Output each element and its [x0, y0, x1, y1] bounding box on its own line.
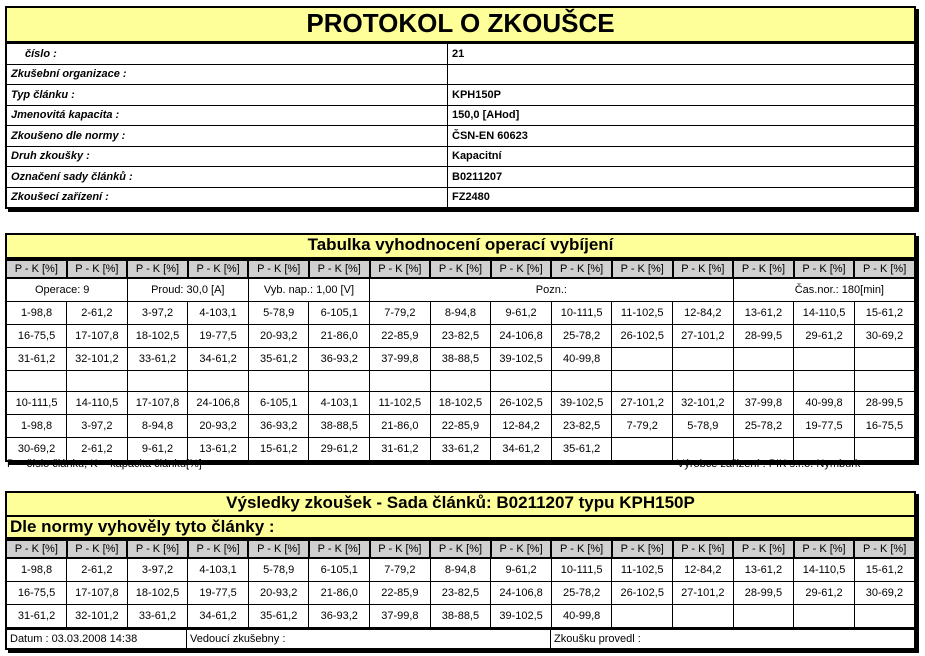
discharge-block	[5, 233, 916, 462]
column-header: P - K [%]	[794, 260, 855, 278]
table-cell: 10-111,5	[6, 392, 67, 415]
table-cell: 25-78,2	[733, 415, 794, 438]
table-cell	[794, 605, 855, 629]
spacer-cell	[673, 371, 734, 392]
table-row	[6, 302, 915, 325]
page-title: PROTOKOL O ZKOUŠCE	[5, 6, 916, 43]
table-cell: 27-101,2	[673, 582, 734, 605]
table-row	[6, 348, 915, 371]
table-cell: 18-102,5	[430, 392, 491, 415]
table-cell: 15-61,2	[854, 558, 915, 582]
info-label: číslo :	[6, 44, 448, 65]
table-cell: 21-86,0	[370, 415, 431, 438]
table-row	[6, 605, 915, 629]
spacer-cell	[430, 371, 491, 392]
table-cell: 29-61,2	[794, 325, 855, 348]
table-cell	[673, 605, 734, 629]
table-cell	[854, 605, 915, 629]
table-cell: 18-102,5	[127, 325, 188, 348]
table-cell: 13-61,2	[733, 558, 794, 582]
column-header: P - K [%]	[248, 540, 309, 558]
table-cell	[673, 348, 734, 371]
table-cell: 21-86,0	[309, 325, 370, 348]
results-subtitle: Dle normy vyhověly tyto články :	[5, 517, 916, 539]
table-cell: 32-101,2	[673, 392, 734, 415]
table-cell: 38-88,5	[309, 415, 370, 438]
table-cell: 34-61,2	[188, 605, 249, 629]
table-cell: 2-61,2	[67, 302, 128, 325]
spacer-row	[6, 371, 915, 392]
column-header: P - K [%]	[370, 540, 431, 558]
operace-cell: Operace: 9	[6, 278, 127, 302]
table-cell: 35-61,2	[551, 438, 612, 462]
table-cell: 8-94,8	[127, 415, 188, 438]
table-row	[6, 582, 915, 605]
table-cell	[733, 348, 794, 371]
manufacturer-text: Výrobce zařízení : PIK s.r.o. Nymburk	[677, 458, 861, 470]
table-cell: 3-97,2	[127, 302, 188, 325]
table-cell: 13-61,2	[733, 302, 794, 325]
table-cell: 7-79,2	[612, 415, 673, 438]
table-cell: 13-61,2	[188, 438, 249, 462]
spacer-cell	[248, 371, 309, 392]
table-cell: 2-61,2	[67, 558, 128, 582]
table-cell: 12-84,2	[491, 415, 552, 438]
column-header: P - K [%]	[6, 260, 67, 278]
table-cell: 4-103,1	[188, 302, 249, 325]
info-row	[6, 44, 915, 65]
table-cell: 17-107,8	[127, 392, 188, 415]
info-value: FZ2480	[448, 187, 916, 208]
info-value: KPH150P	[448, 85, 916, 106]
info-row	[6, 105, 915, 126]
pozn-cell: Pozn.:	[370, 278, 734, 302]
discharge-table	[5, 259, 916, 462]
table-cell: 11-102,5	[370, 392, 431, 415]
table-cell: 23-82,5	[430, 582, 491, 605]
info-value: 150,0 [AHod]	[448, 105, 916, 126]
table-cell: 36-93,2	[309, 605, 370, 629]
table-cell: 12-84,2	[673, 302, 734, 325]
column-header: P - K [%]	[491, 540, 552, 558]
table-cell: 1-98,8	[6, 302, 67, 325]
column-header: P - K [%]	[6, 540, 67, 558]
table-cell: 14-110,5	[794, 302, 855, 325]
datum-cell: Datum : 03.03.2008 14:38	[6, 630, 187, 650]
column-header-row	[6, 260, 915, 278]
table-cell: 25-78,2	[551, 582, 612, 605]
table-cell: 8-94,8	[430, 302, 491, 325]
table-cell: 2-61,2	[67, 438, 128, 462]
column-header: P - K [%]	[370, 260, 431, 278]
table-cell: 32-101,2	[67, 348, 128, 371]
column-header: P - K [%]	[551, 260, 612, 278]
column-header: P - K [%]	[673, 260, 734, 278]
column-header: P - K [%]	[551, 540, 612, 558]
table-cell: 27-101,2	[612, 392, 673, 415]
table-cell: 8-94,8	[430, 558, 491, 582]
spacer-cell	[309, 371, 370, 392]
spacer-cell	[854, 371, 915, 392]
table-cell: 14-110,5	[794, 558, 855, 582]
table-cell: 37-99,8	[370, 348, 431, 371]
table-cell: 27-101,2	[673, 325, 734, 348]
info-row	[6, 187, 915, 208]
table-cell: 19-77,5	[794, 415, 855, 438]
table-cell: 28-99,5	[733, 582, 794, 605]
table-cell: 6-105,1	[309, 558, 370, 582]
column-header: P - K [%]	[612, 540, 673, 558]
table-cell: 20-93,2	[188, 415, 249, 438]
table-cell: 31-61,2	[6, 605, 67, 629]
table-cell: 37-99,8	[733, 392, 794, 415]
info-label: Zkušební organizace :	[6, 64, 448, 85]
vyb-nap-cell: Vyb. nap.: 1,00 [V]	[248, 278, 369, 302]
table-cell: 26-102,5	[612, 582, 673, 605]
table-cell: 26-102,5	[491, 392, 552, 415]
table-row	[6, 415, 915, 438]
spacer-cell	[551, 371, 612, 392]
info-row	[6, 126, 915, 147]
table-cell: 21-86,0	[309, 582, 370, 605]
table-cell: 6-105,1	[309, 302, 370, 325]
table-cell: 9-61,2	[127, 438, 188, 462]
proud-cell: Proud: 30,0 [A]	[127, 278, 248, 302]
table-cell: 9-61,2	[491, 302, 552, 325]
table-cell: 5-78,9	[673, 415, 734, 438]
column-header: P - K [%]	[67, 540, 128, 558]
table-cell: 5-78,9	[248, 302, 309, 325]
info-value	[448, 64, 916, 85]
discharge-title: Tabulka vyhodnocení operací vybíjení	[5, 233, 916, 259]
table-cell: 32-101,2	[67, 605, 128, 629]
table-cell: 29-61,2	[309, 438, 370, 462]
legend-text: P = číslo článku, K = kapacita článku[%]	[7, 458, 202, 470]
table-cell: 12-84,2	[673, 558, 734, 582]
table-cell: 22-85,9	[430, 415, 491, 438]
info-value: B0211207	[448, 167, 916, 188]
spacer-cell	[612, 371, 673, 392]
table-cell: 7-79,2	[370, 558, 431, 582]
column-header: P - K [%]	[430, 540, 491, 558]
column-header: P - K [%]	[188, 540, 249, 558]
table-cell	[612, 348, 673, 371]
spacer-cell	[370, 371, 431, 392]
table-cell: 38-88,5	[430, 605, 491, 629]
table-cell: 7-79,2	[370, 302, 431, 325]
table-cell: 39-102,5	[491, 348, 552, 371]
table-cell: 10-111,5	[551, 302, 612, 325]
column-header: P - K [%]	[430, 260, 491, 278]
table-cell	[733, 605, 794, 629]
table-cell: 11-102,5	[612, 558, 673, 582]
info-row	[6, 64, 915, 85]
info-label: Označení sady článků :	[6, 167, 448, 188]
spacer-cell	[794, 371, 855, 392]
table-row	[6, 392, 915, 415]
table-cell	[854, 438, 915, 462]
spacer-cell	[127, 371, 188, 392]
column-header: P - K [%]	[673, 540, 734, 558]
table-cell: 23-82,5	[430, 325, 491, 348]
table-cell: 30-69,2	[6, 438, 67, 462]
column-header: P - K [%]	[733, 260, 794, 278]
table-cell: 34-61,2	[188, 348, 249, 371]
table-cell	[794, 348, 855, 371]
column-header: P - K [%]	[491, 260, 552, 278]
table-cell: 4-103,1	[188, 558, 249, 582]
table-cell: 17-107,8	[67, 582, 128, 605]
table-cell: 3-97,2	[127, 558, 188, 582]
column-header: P - K [%]	[67, 260, 128, 278]
table-cell: 5-78,9	[248, 558, 309, 582]
spacer-cell	[6, 371, 67, 392]
table-cell: 17-107,8	[67, 325, 128, 348]
column-header: P - K [%]	[127, 540, 188, 558]
info-label: Zkoušeno dle normy :	[6, 126, 448, 147]
table-cell: 36-93,2	[248, 415, 309, 438]
table-cell	[612, 438, 673, 462]
table-cell: 23-82,5	[551, 415, 612, 438]
table-cell: 30-69,2	[854, 582, 915, 605]
spacer-cell	[491, 371, 552, 392]
info-label: Typ článku :	[6, 85, 448, 106]
table-cell: 35-61,2	[248, 605, 309, 629]
table-cell: 1-98,8	[6, 558, 67, 582]
table-cell: 33-61,2	[127, 605, 188, 629]
spacer-cell	[733, 371, 794, 392]
table-cell: 22-85,9	[370, 582, 431, 605]
info-row	[6, 167, 915, 188]
table-cell: 24-106,8	[491, 325, 552, 348]
results-table	[5, 539, 916, 629]
table-cell: 24-106,8	[188, 392, 249, 415]
info-label: Druh zkoušky :	[6, 146, 448, 167]
table-cell: 1-98,8	[6, 415, 67, 438]
table-cell: 20-93,2	[248, 325, 309, 348]
column-header: P - K [%]	[733, 540, 794, 558]
table-cell: 28-99,5	[854, 392, 915, 415]
vedouci-cell: Vedoucí zkušebny :	[187, 630, 551, 650]
column-header: P - K [%]	[309, 540, 370, 558]
table-cell: 20-93,2	[248, 582, 309, 605]
results-title: Výsledky zkoušek - Sada článků: B0211207 typu KPH150P	[5, 491, 916, 517]
table-cell: 37-99,8	[370, 605, 431, 629]
table-cell	[612, 605, 673, 629]
table-cell: 16-75,5	[6, 325, 67, 348]
table-cell: 29-61,2	[794, 582, 855, 605]
params-row	[6, 278, 915, 302]
provedl-cell: Zkoušku provedl :	[551, 630, 916, 650]
table-cell: 33-61,2	[127, 348, 188, 371]
table-cell: 9-61,2	[491, 558, 552, 582]
table-cell: 40-99,8	[551, 605, 612, 629]
info-row	[6, 85, 915, 106]
table-cell: 4-103,1	[309, 392, 370, 415]
table-cell: 39-102,5	[551, 392, 612, 415]
table-cell: 25-78,2	[551, 325, 612, 348]
column-header: P - K [%]	[854, 260, 915, 278]
info-value: ČSN-EN 60623	[448, 126, 916, 147]
column-header: P - K [%]	[309, 260, 370, 278]
table-cell: 40-99,8	[551, 348, 612, 371]
table-cell: 26-102,5	[612, 325, 673, 348]
table-cell: 33-61,2	[430, 438, 491, 462]
protocol-header-block	[5, 6, 916, 209]
info-label: Jmenovitá kapacita :	[6, 105, 448, 126]
table-cell	[854, 348, 915, 371]
table-cell: 15-61,2	[854, 302, 915, 325]
table-cell: 6-105,1	[248, 392, 309, 415]
spacer-cell	[188, 371, 249, 392]
table-cell: 18-102,5	[127, 582, 188, 605]
table-cell: 28-99,5	[733, 325, 794, 348]
info-value: Kapacitní	[448, 146, 916, 167]
info-table	[5, 43, 916, 209]
table-cell: 16-75,5	[854, 415, 915, 438]
table-cell: 14-110,5	[67, 392, 128, 415]
column-header: P - K [%]	[794, 540, 855, 558]
table-cell: 36-93,2	[309, 348, 370, 371]
info-row	[6, 146, 915, 167]
table-cell: 40-99,8	[794, 392, 855, 415]
column-header: P - K [%]	[854, 540, 915, 558]
table-cell: 22-85,9	[370, 325, 431, 348]
column-header: P - K [%]	[612, 260, 673, 278]
results-block	[5, 491, 916, 650]
table-cell: 38-88,5	[430, 348, 491, 371]
table-cell: 31-61,2	[6, 348, 67, 371]
table-cell: 10-111,5	[551, 558, 612, 582]
table-cell: 15-61,2	[248, 438, 309, 462]
table-cell: 39-102,5	[491, 605, 552, 629]
table-row	[6, 325, 915, 348]
column-header: P - K [%]	[248, 260, 309, 278]
column-header: P - K [%]	[127, 260, 188, 278]
table-cell: 35-61,2	[248, 348, 309, 371]
table-cell: 31-61,2	[370, 438, 431, 462]
table-cell: 16-75,5	[6, 582, 67, 605]
info-label: Zkoušecí zařízení :	[6, 187, 448, 208]
info-value: 21	[448, 44, 916, 65]
column-header-row	[6, 540, 915, 558]
table-cell: 30-69,2	[854, 325, 915, 348]
table-row	[6, 558, 915, 582]
table-cell: 24-106,8	[491, 582, 552, 605]
table-cell: 34-61,2	[491, 438, 552, 462]
column-header: P - K [%]	[188, 260, 249, 278]
table-cell: 19-77,5	[188, 325, 249, 348]
table-cell: 19-77,5	[188, 582, 249, 605]
cas-nor-cell: Čas.nor.: 180[min]	[733, 278, 915, 302]
table-cell: 11-102,5	[612, 302, 673, 325]
table-cell: 3-97,2	[67, 415, 128, 438]
spacer-cell	[67, 371, 128, 392]
signature-footer	[5, 629, 916, 650]
